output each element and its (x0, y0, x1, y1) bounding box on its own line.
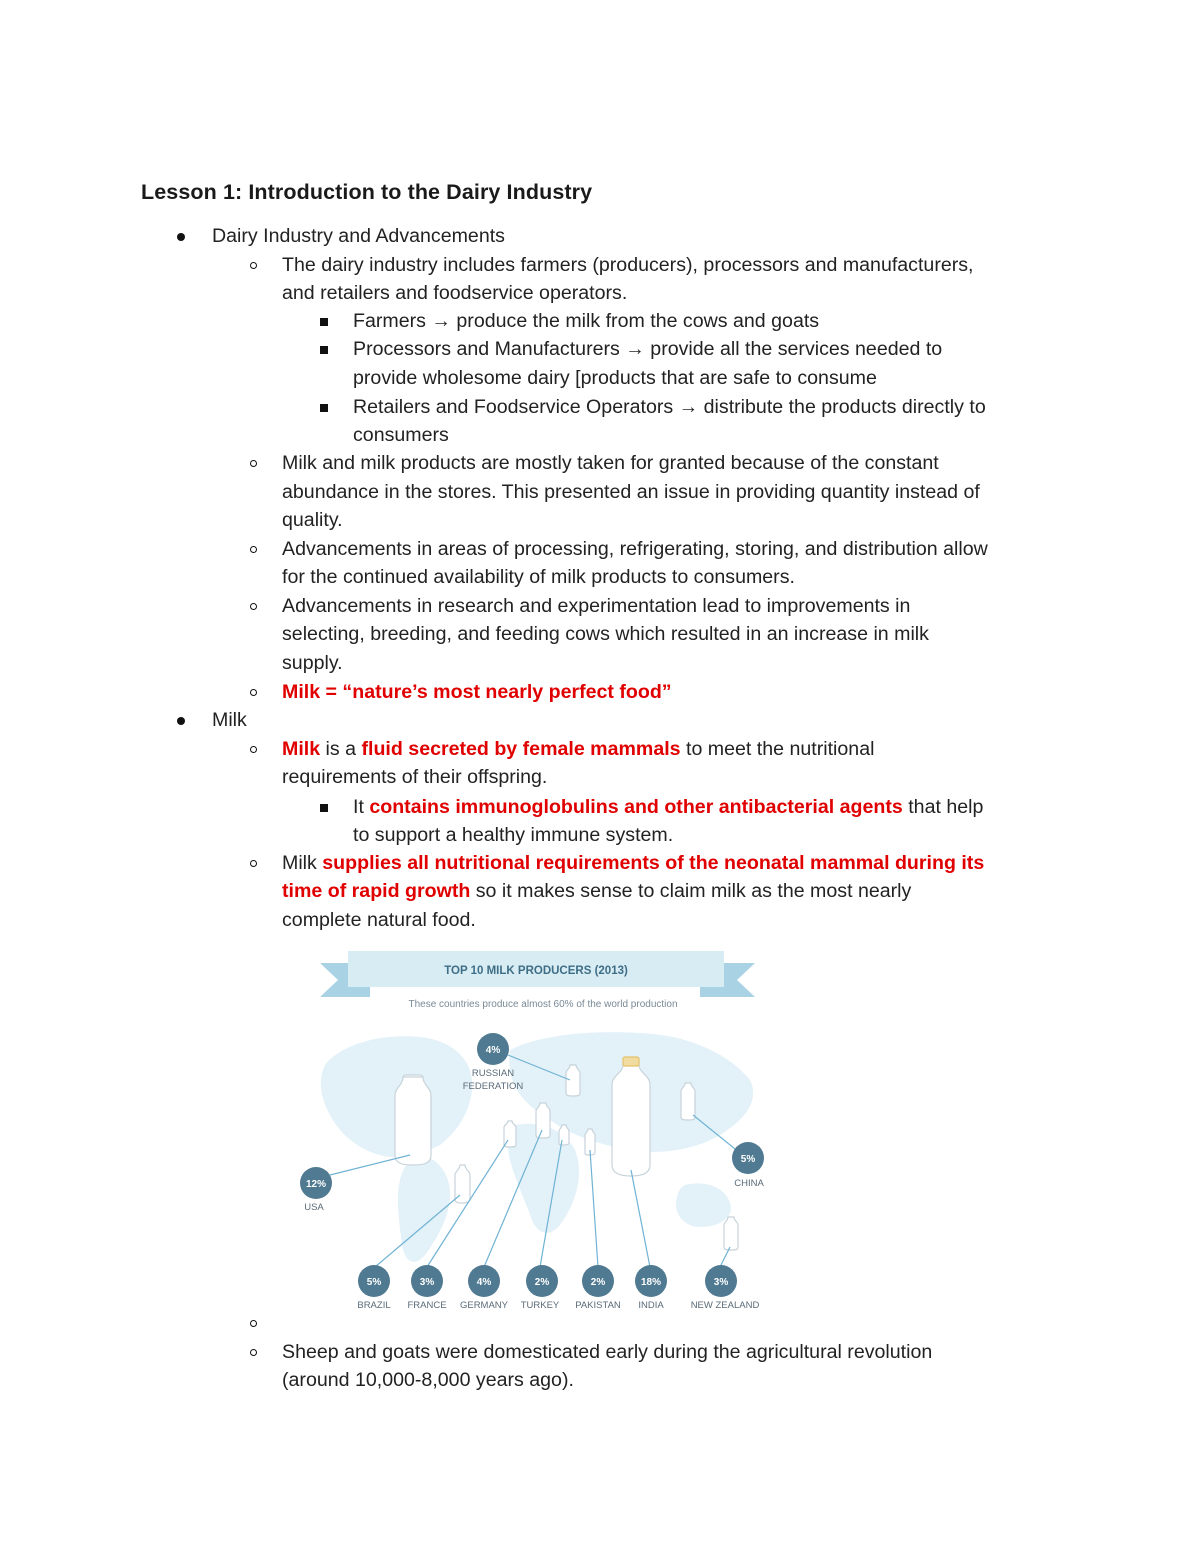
highlight-immunoglobulins: contains immunoglobulins and other antibacterial agents (369, 796, 903, 818)
svg-text:5%: 5% (740, 1154, 756, 1165)
bottle-icon (395, 1077, 431, 1165)
svg-text:2%: 2% (590, 1277, 606, 1288)
bullet-circle (250, 603, 257, 610)
bullet-square (320, 346, 328, 354)
marker-turkey (521, 1265, 560, 1311)
marker-pakistan (575, 1265, 621, 1311)
paragraph-line: abundance in the stores. This presented an issue in providing quantity instead of (282, 481, 980, 503)
bullet-circle (250, 460, 257, 467)
svg-text:BRAZIL: BRAZIL (357, 1300, 391, 1311)
bullet-circle (250, 689, 257, 696)
milk-producers-infographic (300, 945, 800, 1315)
highlight-fluid-secreted: fluid secreted by female mammals (361, 738, 681, 760)
paragraph-line: Milk is a fluid secreted by female mammals to meet the nutritional (282, 738, 875, 760)
bullet-circle (250, 1349, 257, 1356)
svg-text:FEDERATION: FEDERATION (462, 1081, 524, 1092)
bullet-disc (177, 233, 185, 241)
paragraph-line: Milk and milk products are mostly taken for granted because of the constant (282, 452, 939, 474)
bullet-square (320, 404, 328, 412)
paragraph-line: Advancements in research and experimentation lead to improvements in (282, 595, 911, 617)
list-item-farmers: Farmers → produce the milk from the cows and goats (353, 310, 820, 332)
paragraph-line: Advancements in areas of processing, refrigerating, storing, and distribution allow (282, 538, 988, 560)
infographic-title: TOP 10 MILK PRODUCERS (2013) (444, 965, 628, 977)
paragraph-line: The dairy industry includes farmers (producers), processors and manufacturers, (282, 254, 974, 276)
list-item-retailers: Retailers and Foodservice Operators → distribute the products directly to (353, 396, 986, 418)
bottle-icon (536, 1103, 550, 1138)
marker-new-zealand (691, 1265, 760, 1311)
section-title-milk: Milk (212, 709, 247, 731)
list-item-processors-cont: provide wholesome dairy [products that are safe to consume (353, 367, 877, 389)
svg-text:USA: USA (304, 1202, 324, 1213)
paragraph-line: and retailers and foodservice operators. (282, 282, 628, 304)
paragraph-line: Milk supplies all nutritional requirements of the neonatal mammal during its (282, 852, 985, 874)
bullet-circle (250, 860, 257, 867)
section-title-dairy-industry: Dairy Industry and Advancements (212, 225, 505, 247)
paragraph-line: Sheep and goats were domesticated early during the agricultural revolution (282, 1341, 933, 1363)
paragraph-line: quality. (282, 509, 343, 531)
marker-usa (300, 1167, 332, 1213)
paragraph-line: selecting, breeding, and feeding cows which resulted in an increase in milk (282, 623, 929, 645)
bullet-square (320, 318, 328, 326)
paragraph-line: supply. (282, 652, 343, 674)
bottle-icon (724, 1217, 738, 1250)
bottle-icon (681, 1083, 695, 1120)
highlight-milk: Milk (282, 738, 321, 760)
svg-text:NEW ZEALAND: NEW ZEALAND (690, 1300, 760, 1311)
svg-text:INDIA: INDIA (638, 1300, 664, 1311)
list-item-retailers-cont: consumers (353, 424, 449, 446)
bullet-square (320, 804, 328, 812)
highlight-nature-perfect-food: Milk = “nature’s most nearly perfect food” (282, 681, 672, 703)
bullet-circle (250, 262, 257, 269)
marker-india (635, 1265, 667, 1311)
bottle-icon (566, 1065, 580, 1096)
highlight-nutritional-requirements: supplies all nutritional requirements of the neonatal mammal during its (322, 852, 985, 874)
svg-text:4%: 4% (485, 1045, 501, 1056)
svg-text:GERMANY: GERMANY (459, 1300, 509, 1311)
svg-text:RUSSIAN: RUSSIAN (471, 1068, 515, 1079)
paragraph-line: to support a healthy immune system. (353, 824, 674, 846)
bottle-icon (612, 1065, 650, 1176)
svg-text:3%: 3% (713, 1277, 729, 1288)
svg-text:4%: 4% (476, 1277, 492, 1288)
paragraph-line: complete natural food. (282, 909, 476, 931)
bullet-circle (250, 746, 257, 753)
list-item-processors: Processors and Manufacturers → provide all the services needed to (353, 338, 943, 360)
paragraph-line: for the continued availability of milk products to consumers. (282, 566, 795, 588)
marker-china (732, 1142, 764, 1189)
marker-germany (460, 1265, 509, 1311)
bullet-circle (250, 546, 257, 553)
marker-france (407, 1265, 446, 1311)
svg-text:CHINA: CHINA (734, 1178, 764, 1189)
svg-text:12%: 12% (305, 1179, 327, 1190)
paragraph-line: time of rapid growth so it makes sense to claim milk as the most nearly (282, 880, 912, 902)
paragraph-line: It contains immunoglobulins and other antibacterial agents that help (353, 796, 984, 818)
infographic-subtitle: These countries produce almost 60% of the world production (408, 999, 678, 1010)
marker-brazil (357, 1265, 390, 1311)
bottle-icon (559, 1125, 569, 1145)
svg-text:FRANCE: FRANCE (407, 1300, 447, 1311)
svg-text:18%: 18% (640, 1277, 662, 1288)
paragraph-line: requirements of their offspring. (282, 766, 548, 788)
paragraph-line: (around 10,000-8,000 years ago). (282, 1369, 574, 1391)
svg-text:5%: 5% (366, 1277, 382, 1288)
page-title: Lesson 1: Introduction to the Dairy Industry (141, 180, 593, 204)
highlight-rapid-growth: time of rapid growth (282, 880, 471, 902)
svg-text:TURKEY: TURKEY (520, 1300, 560, 1311)
bullet-disc (177, 717, 185, 725)
bottle-cap-icon (623, 1057, 639, 1066)
svg-text:2%: 2% (534, 1277, 550, 1288)
bullet-circle (250, 1320, 257, 1327)
svg-text:PAKISTAN: PAKISTAN (575, 1300, 621, 1311)
svg-text:3%: 3% (419, 1277, 435, 1288)
